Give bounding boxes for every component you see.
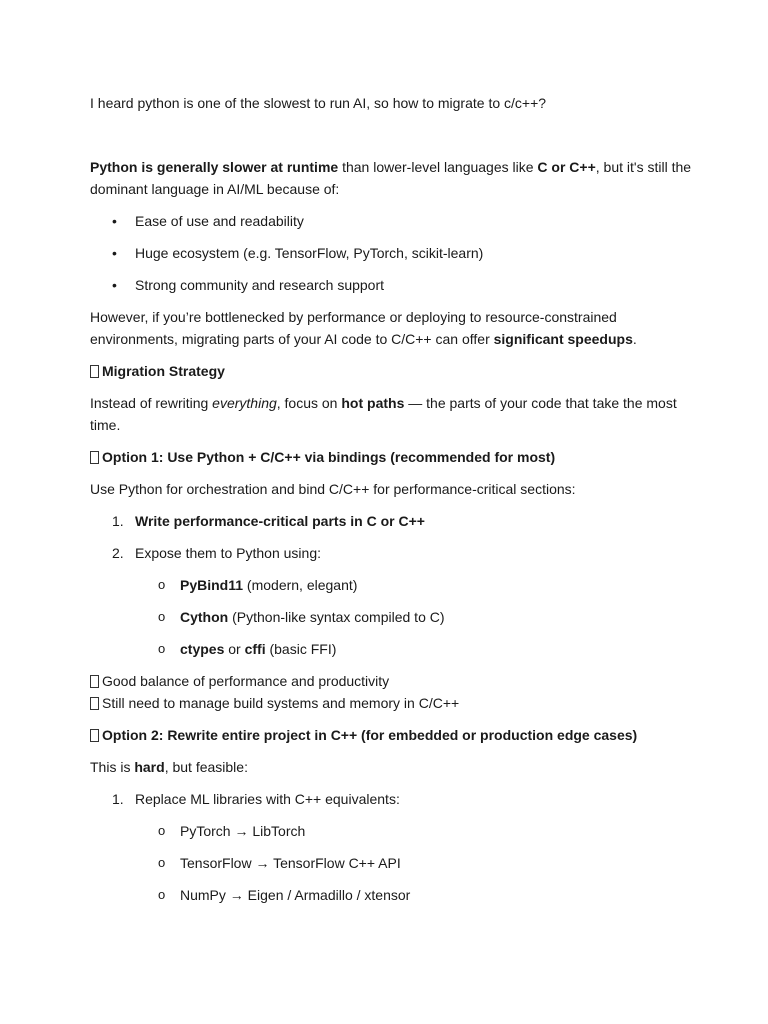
option-1-heading: Option 1: Use Python + C/C++ via bindings (recommended for most) [90, 446, 555, 468]
step-number: 1. [112, 791, 124, 807]
hot-paths-emphasis: hot paths [341, 395, 405, 411]
step-item: Expose them to Python using: [135, 545, 321, 561]
everything-emphasis: everything [212, 395, 277, 411]
tool-item: Cython (Python-like syntax compiled to C) [180, 609, 445, 625]
bullet-marker: • [112, 245, 117, 261]
option-1-intro: Use Python for orchestration and bind C/C++ for performance-critical sections: [90, 481, 576, 497]
pro-line: Good balance of performance and productivity [90, 670, 389, 692]
question-text: I heard python is one of the slowest to run AI, so how to migrate to c/c++? [90, 95, 547, 111]
tool-item: PyBind11 (modern, elegant) [180, 577, 358, 593]
step-number: 1. [112, 513, 124, 529]
library-item: PyTorch → LibTorch [180, 823, 306, 839]
reason-item: Huge ecosystem (e.g. TensorFlow, PyTorch, scikit-learn) [135, 245, 484, 261]
intro-paragraph-line-2: dominant language in AI/ML because of: [90, 181, 340, 197]
missing-glyph-icon [90, 365, 99, 378]
migration-strategy-heading: Migration Strategy [90, 360, 225, 382]
bullet-marker: • [112, 213, 117, 229]
library-item: NumPy → Eigen / Armadillo / xtensor [180, 887, 411, 903]
step-item: Write performance-critical parts in C or C++ [135, 513, 425, 529]
sub-bullet-marker: o [158, 855, 166, 870]
missing-glyph-icon [90, 675, 99, 688]
intro-paragraph-line-1: Python is generally slower at runtime than lower-level languages like C or C++, but it's still the [90, 159, 692, 175]
reason-item: Ease of use and readability [135, 213, 304, 229]
con-line: Still need to manage build systems and memory in C/C++ [90, 692, 459, 714]
missing-glyph-icon [90, 697, 99, 710]
option-2-intro: This is hard, but feasible: [90, 759, 248, 775]
speedups-emphasis: significant speedups [493, 331, 633, 347]
step-item: Replace ML libraries with C++ equivalents: [135, 791, 400, 807]
instead-line-1: Instead of rewriting everything, focus on hot paths — the parts of your code that take the most [90, 395, 677, 411]
tool-item: ctypes or cffi (basic FFI) [180, 641, 337, 657]
bullet-marker: • [112, 277, 117, 293]
sub-bullet-marker: o [158, 887, 166, 902]
instead-line-2: time. [90, 417, 121, 433]
option-2-heading: Option 2: Rewrite entire project in C++ (for embedded or production edge cases) [90, 724, 637, 746]
library-item: TensorFlow → TensorFlow C++ API [180, 855, 401, 871]
bottleneck-line-2: environments, migrating parts of your AI code to C/C++ can offer significant speedups. [90, 331, 637, 347]
runtime-emphasis: Python is generally slower at runtime [90, 159, 339, 175]
hard-emphasis: hard [134, 759, 165, 775]
bottleneck-line-1: However, if you’re bottlenecked by performance or deploying to resource-constrained [90, 309, 617, 325]
missing-glyph-icon [90, 451, 99, 464]
step-number: 2. [112, 545, 124, 561]
missing-glyph-icon [90, 729, 99, 742]
language-emphasis: C or C++ [537, 159, 596, 175]
sub-bullet-marker: o [158, 823, 166, 838]
sub-bullet-marker: o [158, 577, 166, 592]
sub-bullet-marker: o [158, 609, 166, 624]
reason-item: Strong community and research support [135, 277, 385, 293]
sub-bullet-marker: o [158, 641, 166, 656]
